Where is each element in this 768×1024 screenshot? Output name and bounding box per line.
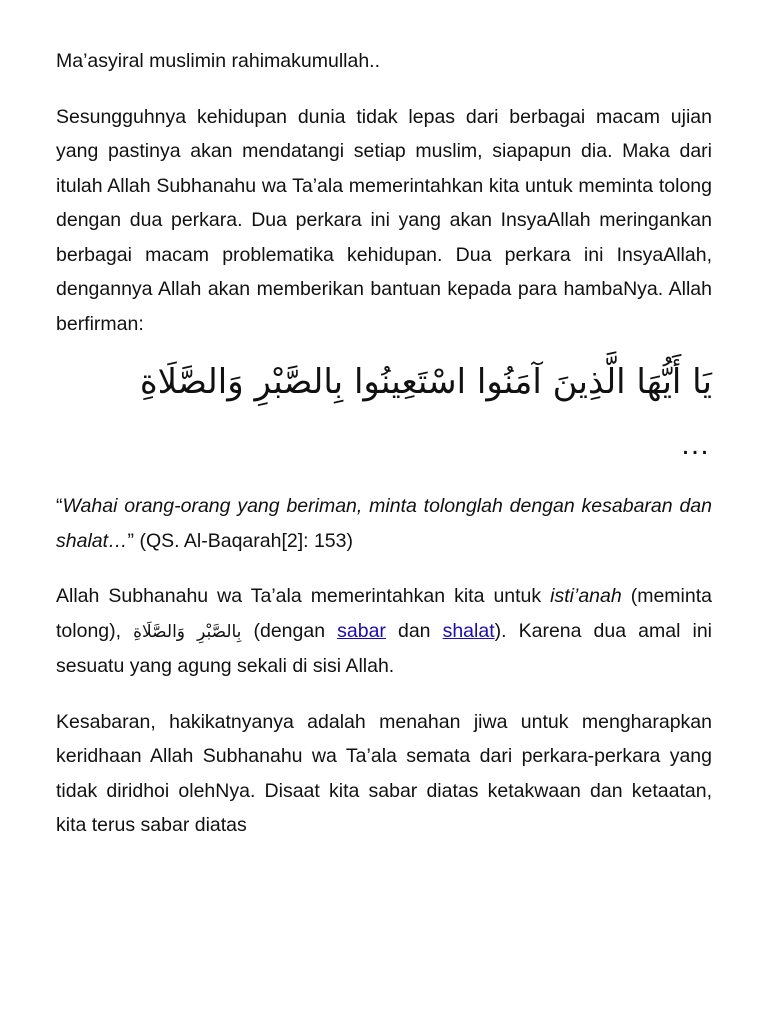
link-sabar[interactable]: sabar (337, 619, 386, 642)
close-quote: ” (127, 529, 135, 552)
verse-reference: (QS. Al-Baqarah[2]: 153) (134, 529, 353, 552)
verse-ellipsis: … (680, 428, 712, 461)
document-page (56, 44, 712, 843)
para2-part3: (dengan (241, 619, 338, 642)
greeting-text: Ma’asyiral muslimin rahimakumullah.. (56, 50, 381, 72)
open-quote: “ (56, 495, 63, 517)
explanation-paragraph (56, 579, 712, 684)
para2-part5: ). Karena dua amal ini sesuatu yang agung sekali di sisi Allah. (56, 619, 712, 677)
istianah-term: isti’anah (550, 585, 622, 607)
verse-translation (56, 489, 712, 558)
quran-verse-arabic: يَا أَيُّهَا الَّذِينَ آمَنُوا اسْتَعِينُوا بِالصَّبْرِ وَالصَّلَاةِ (139, 362, 712, 402)
patience-paragraph: Kesabaran, hakikatnyanya adalah menahan jiwa untuk mengharapkan keridhaan Allah Subhanahu wa Ta’ala semata dari perkara-perkara yang tidak diridhoi olehNya. Disaat kita sabar diatas ketakwaan dan ketaatan, kita terus sabar diatas (56, 710, 712, 836)
para2-part4: dan (385, 619, 443, 642)
para2-part2: (meminta tolong), (56, 585, 712, 642)
link-shalat[interactable]: shalat (442, 619, 495, 642)
inline-arabic-phrase: بِالصَّبْرِ وَالصَّلَاةِ (133, 621, 242, 642)
para2-part1: Allah Subhanahu wa Ta’ala memerintahkan kita untuk (56, 585, 551, 607)
intro-paragraph: Sesungguhnya kehidupan dunia tidak lepas dari berbagai macam ujian yang pastinya akan mendatangi setiap muslim, siapapun dia. Maka dari itulah Allah Subhanahu wa Ta’ala memerintahkan kita untuk meminta tolong dengan dua perkara. Dua perkara ini yang akan InsyaAllah meringankan berbagai macam problematika kehidupan. Dua perkara ini InsyaAllah, dengannya Allah akan memberikan bantuan kepada para hambaNya. Allah berfirman: (56, 105, 712, 335)
translation-text: Wahai orang-orang yang beriman, minta tolonglah dengan kesabaran dan shalat… (56, 495, 712, 552)
